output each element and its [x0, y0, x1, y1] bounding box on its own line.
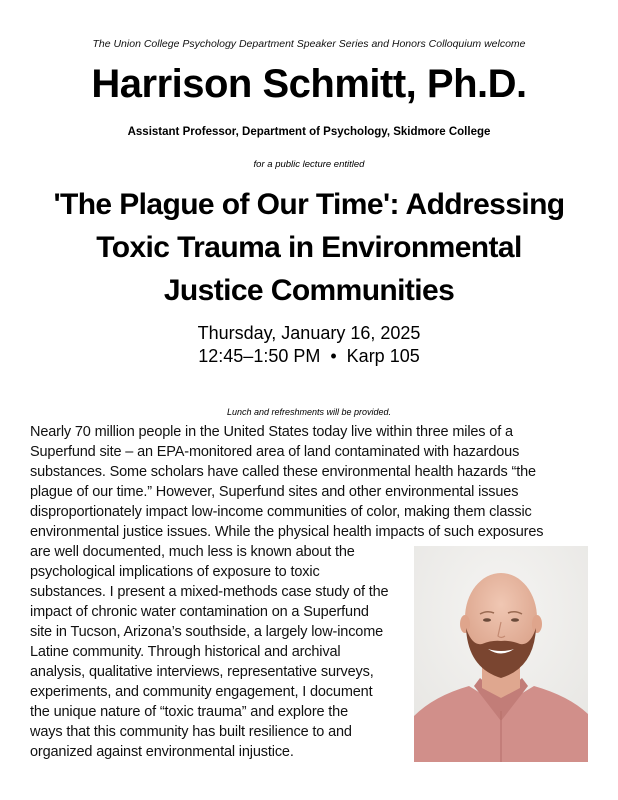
bullet-separator: • — [330, 346, 337, 366]
abstract-line: the unique nature of “toxic trauma” and explore the — [30, 704, 348, 720]
portrait-image — [414, 546, 588, 762]
abstract-line: ways that this community has built resilience to and — [30, 724, 352, 740]
event-location: Karp 105 — [346, 346, 420, 366]
abstract-line: experiments, and community engagement, I document — [30, 684, 373, 700]
lecture-prelude: for a public lecture entitled — [253, 159, 365, 170]
intro-text: The Union College Psychology Department Speaker Series and Honors Colloquium welcome — [92, 38, 526, 50]
abstract-line: organized against environmental injustice. — [30, 744, 294, 760]
abstract-line: Nearly 70 million people in the United States today live within three miles of a — [30, 424, 513, 440]
abstract-line: substances. Some scholars have called these environmental health hazards “the — [30, 464, 536, 480]
abstract-line: environmental justice issues. While the physical health impacts of such exposures — [30, 524, 544, 540]
abstract-line: disproportionately impact low-income communities of color, making them classic — [30, 504, 532, 520]
refreshments-note: Lunch and refreshments will be provided. — [226, 407, 392, 417]
abstract-line: impact of chronic water contamination on a Superfund — [30, 604, 369, 620]
title-line: 'The Plague of Our Time': Addressing — [53, 188, 565, 221]
abstract-line: psychological implications of exposure to toxic — [30, 564, 320, 580]
event-time-location — [0, 345, 618, 368]
abstract-line: site in Tucson, Arizona’s southside, a largely low-income — [30, 624, 384, 640]
speaker-name: Harrison Schmitt, Ph.D. — [91, 62, 527, 106]
abstract-line: Superfund site – an EPA-monitored area of land contaminated with hazardous — [30, 444, 520, 460]
event-details — [0, 322, 618, 368]
speaker-photo — [414, 546, 588, 762]
abstract-line: plague of our time.” However, Superfund sites and other environmental issues — [30, 484, 519, 500]
speaker-affiliation: Assistant Professor, Department of Psychology, Skidmore College — [127, 126, 491, 138]
title-line: Toxic Trauma in Environmental — [96, 231, 522, 264]
event-time: 12:45–1:50 PM — [198, 346, 321, 366]
title-line: Justice Communities — [163, 274, 455, 307]
lecture-title — [0, 183, 618, 312]
abstract-line: substances. I present a mixed-methods case study of the — [30, 584, 389, 600]
event-date: Thursday, January 16, 2025 — [197, 323, 421, 343]
abstract-line: are well documented, much less is known about the — [30, 544, 355, 560]
abstract-line: Latine community. Through historical and archival — [30, 644, 341, 660]
abstract-line: analysis, qualitative interviews, representative surveys, — [30, 664, 374, 680]
